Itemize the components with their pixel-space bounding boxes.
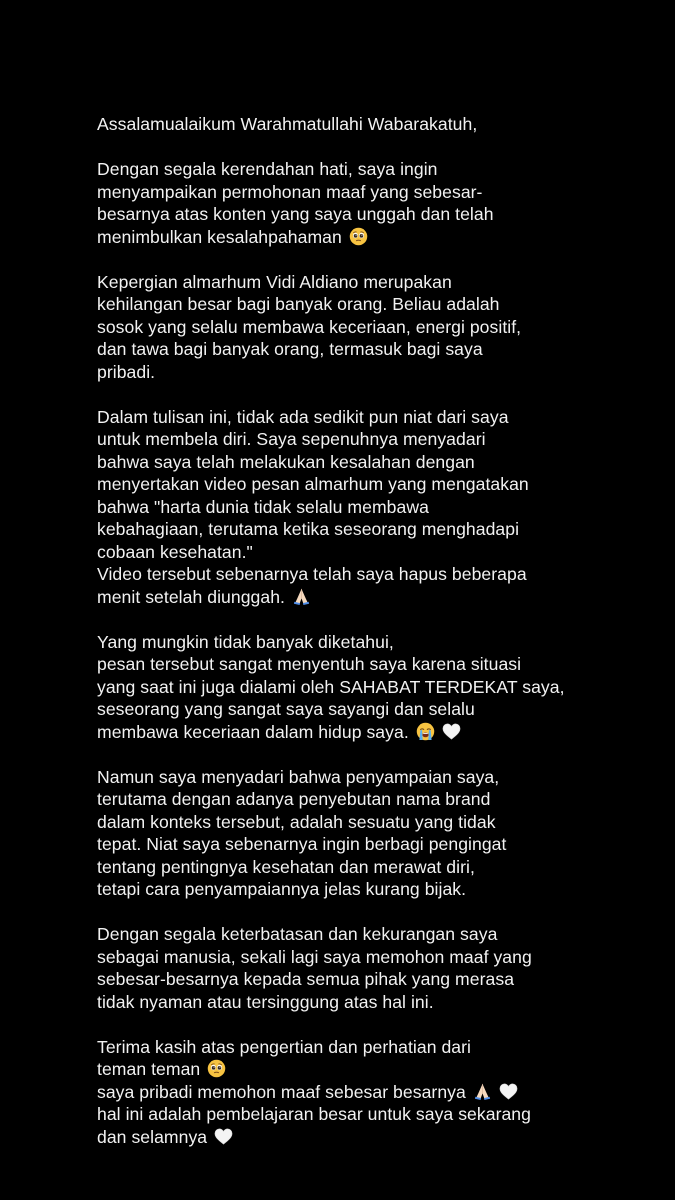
story-line-text: menimbulkan kesalahpahaman	[97, 226, 347, 247]
story-paragraph	[97, 271, 597, 384]
folded-hands-icon	[292, 587, 311, 606]
story-line-text: kehilangan besar bagi banyak orang. Beliau adalah	[97, 294, 500, 314]
story-line-text: yang saat ini juga dialami oleh SAHABAT TERDEKAT saya,	[97, 676, 565, 697]
story-line-text: sosok yang selalu membawa keceriaan, energi positif,	[97, 316, 522, 337]
story-line	[97, 293, 597, 316]
story-line-text: menyampaikan permohonan maaf yang sebesar-	[97, 181, 483, 202]
story-line-text: tetapi cara penyampaiannya jelas kurang bijak.	[97, 879, 467, 899]
story-line-text: menit setelah diunggah.	[97, 586, 285, 607]
story-line-text: Terima kasih atas pengertian dan perhatian dari	[97, 1036, 471, 1057]
story-line	[97, 1103, 597, 1126]
story-line	[97, 158, 597, 181]
story-line	[97, 946, 597, 969]
story-line-text: saya pribadi memohon maaf sebesar besarnya	[97, 1081, 466, 1102]
story-line	[97, 991, 597, 1014]
story-line	[97, 1036, 597, 1059]
white-heart-icon	[499, 1082, 518, 1101]
story-line	[97, 428, 597, 451]
story-line-text: bahwa saya telah melakukan kesalahan dengan	[97, 451, 475, 472]
white-heart-icon	[442, 722, 461, 741]
story-line-text: bahwa "harta dunia tidak selalu membawa	[97, 496, 429, 517]
story-line	[97, 1058, 597, 1081]
story-line-text: tepat. Niat saya sebenarnya ingin berbagi pengingat	[97, 834, 507, 854]
story-line	[97, 473, 597, 496]
story-paragraph	[97, 631, 597, 744]
story-paragraph	[97, 406, 597, 609]
story-line	[97, 203, 597, 226]
folded-hands-icon	[473, 1082, 492, 1101]
story-line	[97, 563, 597, 586]
story-line-text: Dengan segala kerendahan hati, saya ingin	[97, 159, 438, 179]
story-line	[97, 653, 597, 676]
story-line	[97, 406, 597, 429]
story-line	[97, 766, 597, 789]
story-line	[97, 721, 597, 744]
story-paragraph	[97, 113, 597, 136]
story-line-text: sebesar-besarnya kepada semua pihak yang merasa	[97, 969, 515, 989]
story-line	[97, 698, 597, 721]
story-line-text: seseorang yang sangat saya sayangi dan selalu	[97, 699, 475, 719]
story-line	[97, 856, 597, 879]
story-line-text: besarnya atas konten yang saya unggah dan telah	[97, 204, 494, 224]
story-line	[97, 226, 597, 249]
story-line-text: Yang mungkin tidak banyak diketahui,	[97, 631, 394, 652]
story-line	[97, 1081, 597, 1104]
story-line	[97, 316, 597, 339]
story-line-text: dan selamnya	[97, 1126, 208, 1147]
story-line	[97, 833, 597, 856]
story-line-text: Dalam tulisan ini, tidak ada sedikit pun niat dari saya	[97, 406, 509, 427]
pleading-face-icon	[349, 227, 368, 246]
story-line-text: pesan tersebut sangat menyentuh saya karena situasi	[97, 654, 522, 674]
story-line-text: tidak nyaman atau tersinggung atas hal ini.	[97, 991, 434, 1012]
story-line-text: tentang pentingnya kesehatan dan merawat diri,	[97, 856, 475, 877]
story-line	[97, 586, 597, 609]
story-line	[97, 811, 597, 834]
story-line	[97, 496, 597, 519]
story-line-text: sebagai manusia, sekali lagi saya memohon maaf yang	[97, 946, 532, 967]
story-line	[97, 968, 597, 991]
story-line-text: kebahagiaan, terutama ketika seseorang menghadapi	[97, 519, 520, 539]
loudly-crying-face-icon	[416, 722, 435, 741]
story-line-text: membawa keceriaan dalam hidup saya.	[97, 721, 409, 742]
story-paragraph	[97, 923, 597, 1013]
story-line	[97, 878, 597, 901]
story-line-text: Dengan segala keterbatasan dan kekurangan saya	[97, 924, 498, 944]
story-paragraph	[97, 158, 597, 248]
story-line	[97, 451, 597, 474]
story-line-text: hal ini adalah pembelajaran besar untuk saya sekarang	[97, 1104, 531, 1124]
story-paragraph	[97, 766, 597, 901]
story-line	[97, 788, 597, 811]
story-text-overlay	[97, 113, 597, 1171]
story-line-text: terutama dengan adanya penyebutan nama brand	[97, 789, 491, 809]
story-line	[97, 631, 597, 654]
story-line-text: cobaan kesehatan."	[97, 541, 253, 562]
story-line-text: Namun saya menyadari bahwa penyampaian saya,	[97, 766, 500, 787]
story-line-text: Assalamualaikum Warahmatullahi Wabarakatuh,	[97, 114, 478, 134]
story-line	[97, 181, 597, 204]
story-line	[97, 676, 597, 699]
pleading-face-icon	[207, 1059, 226, 1078]
story-line-text: pribadi.	[97, 361, 156, 382]
story-line-text: menyertakan video pesan almarhum yang mengatakan	[97, 474, 529, 494]
story-line-text: untuk membela diri. Saya sepenuhnya menyadari	[97, 429, 486, 449]
story-line-text: dalam konteks tersebut, adalah sesuatu yang tidak	[97, 811, 496, 832]
story-line	[97, 541, 597, 564]
story-line	[97, 361, 597, 384]
story-line	[97, 923, 597, 946]
story-line	[97, 338, 597, 361]
story-line	[97, 1126, 597, 1149]
story-line-text: Kepergian almarhum Vidi Aldiano merupakan	[97, 271, 452, 292]
story-line	[97, 518, 597, 541]
story-line-text: teman teman	[97, 1059, 201, 1079]
story-line	[97, 271, 597, 294]
white-heart-icon	[214, 1127, 233, 1146]
story-line	[97, 113, 597, 136]
story-paragraph	[97, 1036, 597, 1149]
story-line-text: dan tawa bagi banyak orang, termasuk bagi saya	[97, 339, 483, 359]
story-line-text: Video tersebut sebenarnya telah saya hapus beberapa	[97, 564, 527, 584]
